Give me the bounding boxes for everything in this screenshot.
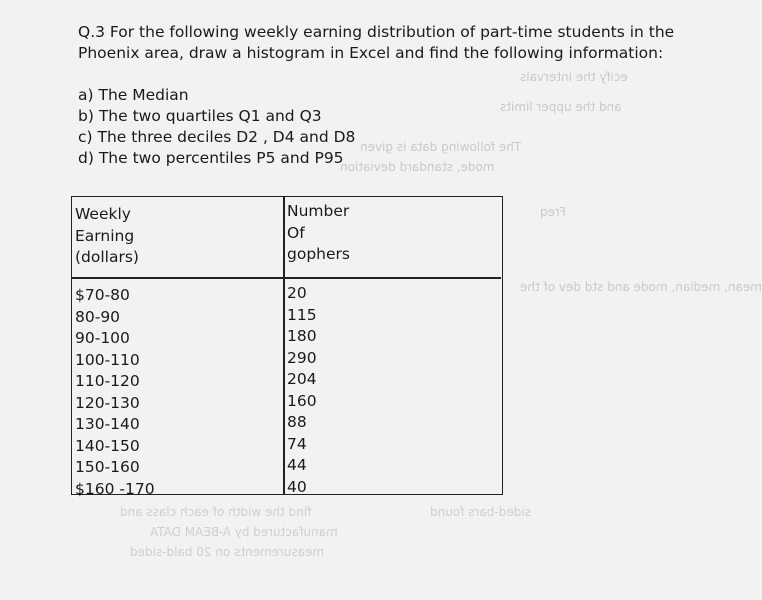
table-cell-count: 74 xyxy=(287,434,307,453)
table-cell-range: 90-100 xyxy=(75,329,130,347)
earning-ranges-column xyxy=(75,285,155,500)
table-cell-count: 180 xyxy=(287,327,317,345)
table-cell-count: 20 xyxy=(287,284,307,302)
bleed-through-text: ecify the intervals xyxy=(520,70,628,84)
question-line: Q.3 For the following weekly earning distribution of part-time students in the xyxy=(78,23,675,41)
bleed-through-text: find the width of each class and xyxy=(120,505,312,519)
bleed-through-text: and the upper limits xyxy=(500,100,622,114)
question-text xyxy=(78,22,678,64)
bleed-through-text: The following data is given xyxy=(360,140,522,154)
table-cell-count: 44 xyxy=(287,456,307,474)
table-cell-range: 80-90 xyxy=(75,307,121,326)
part-b: b) The two quartiles Q1 and Q3 xyxy=(78,107,322,125)
header-number-of-gophers: Number Of gophers xyxy=(287,202,350,263)
table-cell-range: 140-150 xyxy=(75,436,140,455)
table-cell-range: 100-110 xyxy=(75,350,140,369)
table-cell-count: 204 xyxy=(287,370,317,388)
bleed-through-text: manufactured by A-BEAM DATA xyxy=(150,525,338,539)
table-cell-count: 160 xyxy=(287,391,317,410)
bleed-through-text: sided-bars found xyxy=(430,505,531,519)
table-cell-count: 115 xyxy=(287,305,317,324)
bleed-through-text: measurements on 20 bald-sided xyxy=(130,545,325,559)
table-cell-range: 110-120 xyxy=(75,372,140,390)
part-c: c) The three deciles D2 , D4 and D8 xyxy=(78,128,356,146)
table-cell-range: 130-140 xyxy=(75,415,140,433)
table-cell-range: 150-160 xyxy=(75,458,140,476)
gopher-counts-column xyxy=(287,283,317,498)
table-cell-range: $160 -170 xyxy=(75,479,155,498)
bleed-through-text: mean, median, mode and std dev of the xyxy=(520,280,762,294)
part-a: a) The Median xyxy=(78,86,189,104)
table-cell-range: 120-130 xyxy=(75,393,140,412)
part-d: d) The two percentiles P5 and P95 xyxy=(78,149,344,167)
table-cell-count: 40 xyxy=(287,477,307,496)
bleed-through-text: Freq xyxy=(540,205,566,219)
question-line: Phoenix area, draw a histogram in Excel and find the following information: xyxy=(78,44,664,62)
table-cell-count: 88 xyxy=(287,413,307,431)
column-divider xyxy=(283,197,285,494)
question-parts-list xyxy=(78,85,355,169)
header-weekly-earning: Weekly Earning (dollars) xyxy=(75,205,139,266)
table-cell-range: $70-80 xyxy=(75,286,130,304)
bleed-through-text: mode, standard deviation xyxy=(340,160,495,174)
earnings-table xyxy=(71,196,503,498)
header-divider xyxy=(72,277,501,279)
table-cell-count: 290 xyxy=(287,348,317,367)
